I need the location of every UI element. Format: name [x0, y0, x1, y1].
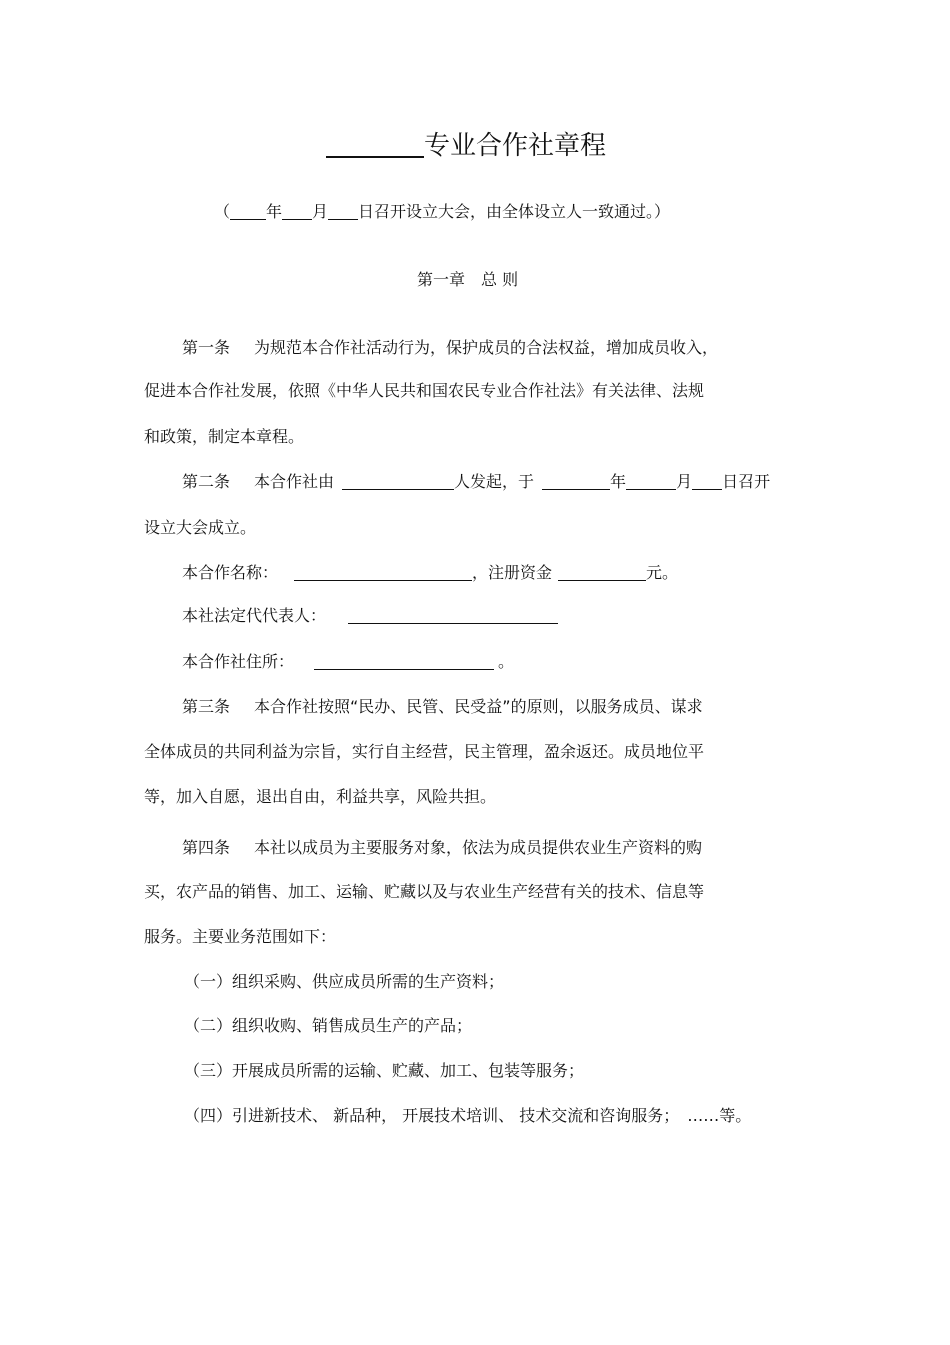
year-blank — [230, 203, 266, 220]
chapter-name: 总 则 — [481, 270, 519, 289]
article-3-label: 第三条 — [182, 697, 231, 716]
founders-blank — [342, 473, 454, 490]
scope-item-1 — [184, 972, 504, 992]
article-3-text-2: 全体成员的共同利益为宗旨，实行自主经营，民主管理，盈余返还。成员地位平 — [144, 742, 705, 761]
scope-item-text: （一）组织采购、供应成员所需的生产资料； — [184, 972, 505, 991]
article-4-line-3 — [144, 927, 336, 947]
capital-unit: 元。 — [646, 563, 679, 582]
article-2-line-1 — [182, 472, 770, 492]
article-1-text-1: 为规范本合作社活动行为，保护成员的合法权益，增加成员收入， — [254, 338, 719, 357]
scope-item-text: （三）开展成员所需的运输、贮藏、加工、包装等服务； — [184, 1061, 585, 1080]
scope-item-text: （四）引进新技术、 新品种， 开展技术培训、 技术交流和咨询服务； ……等。 — [184, 1106, 752, 1125]
month-blank — [282, 203, 312, 220]
scope-item-text: （二）组织收购、销售成员生产的产品； — [184, 1016, 473, 1035]
founding-year-blank — [542, 473, 610, 490]
article-2-text-5: 日召开 — [722, 472, 771, 491]
address-label: 本合作社住所： — [182, 652, 295, 671]
article-2-text-2: 人发起，于 — [454, 472, 535, 491]
founding-month-blank — [626, 473, 676, 490]
article-1-line-2 — [144, 381, 704, 401]
article-2-label: 第二条 — [182, 472, 231, 491]
article-1-label: 第一条 — [182, 338, 231, 357]
legal-rep-label: 本社法定代代表人： — [182, 606, 327, 625]
article-1-line-1 — [182, 338, 718, 358]
article-4-text-2: 买，农产品的销售、加工、运输、贮藏以及与农业生产经营有关的技术、信息等 — [144, 882, 705, 901]
day-blank — [328, 203, 358, 220]
coop-name-blank — [294, 564, 472, 581]
article-2-text-6: 设立大会成立。 — [144, 518, 257, 537]
article-3-text-1: 本合作社按照“民办、民管、民受益”的原则，以服务成员、谋求 — [254, 697, 703, 716]
subtitle-day-text: 日召开设立大会，由全体设立人一致通过。） — [358, 202, 671, 221]
document-subtitle — [214, 202, 670, 222]
address-line — [182, 652, 514, 672]
article-2-text-1: 本合作社由 — [254, 472, 335, 491]
chapter-label: 第一章 — [417, 270, 466, 289]
legal-rep-blank — [348, 607, 558, 624]
article-4-text-1: 本社以成员为主要服务对象，依法为成员提供农业生产资料的购 — [254, 838, 703, 857]
article-2-line-2 — [144, 518, 256, 538]
title-text: 专业合作社章程 — [424, 131, 607, 161]
article-4-line-1 — [182, 838, 702, 858]
chapter-heading — [417, 270, 518, 290]
scope-item-4 — [184, 1106, 751, 1126]
legal-rep-line — [182, 606, 558, 626]
article-4-line-2 — [144, 882, 704, 902]
article-3-text-3: 等，加入自愿，退出自由，利益共享，风险共担。 — [144, 787, 497, 806]
scope-item-3 — [184, 1061, 584, 1081]
capital-blank — [558, 564, 646, 581]
coop-name-line — [182, 563, 678, 583]
article-4-label: 第四条 — [182, 838, 231, 857]
article-3-line-2 — [144, 742, 704, 762]
scope-item-2 — [184, 1016, 472, 1036]
subtitle-year: 年 — [266, 202, 283, 221]
article-2-text-4: 月 — [676, 472, 693, 491]
article-1-text-3: 和政策，制定本章程。 — [144, 427, 305, 446]
document-title — [326, 130, 606, 162]
article-4-text-3: 服务。主要业务范围如下： — [144, 927, 337, 946]
address-end: 。 — [498, 652, 515, 671]
address-blank — [314, 653, 494, 670]
subtitle-month: 月 — [312, 202, 329, 221]
article-3-line-3 — [144, 787, 496, 807]
coop-name-label: 本合作名称： — [182, 563, 279, 582]
founding-day-blank — [692, 473, 722, 490]
article-3-line-1 — [182, 697, 703, 717]
article-1-line-3 — [144, 427, 304, 447]
title-blank — [326, 134, 424, 158]
article-2-text-3: 年 — [610, 472, 627, 491]
article-1-text-2: 促进本合作社发展，依照《中华人民共和国农民专业合作社法》有关法律、法规 — [144, 381, 705, 400]
capital-label: ，注册资金 — [472, 563, 553, 582]
subtitle-open: （ — [214, 202, 231, 221]
